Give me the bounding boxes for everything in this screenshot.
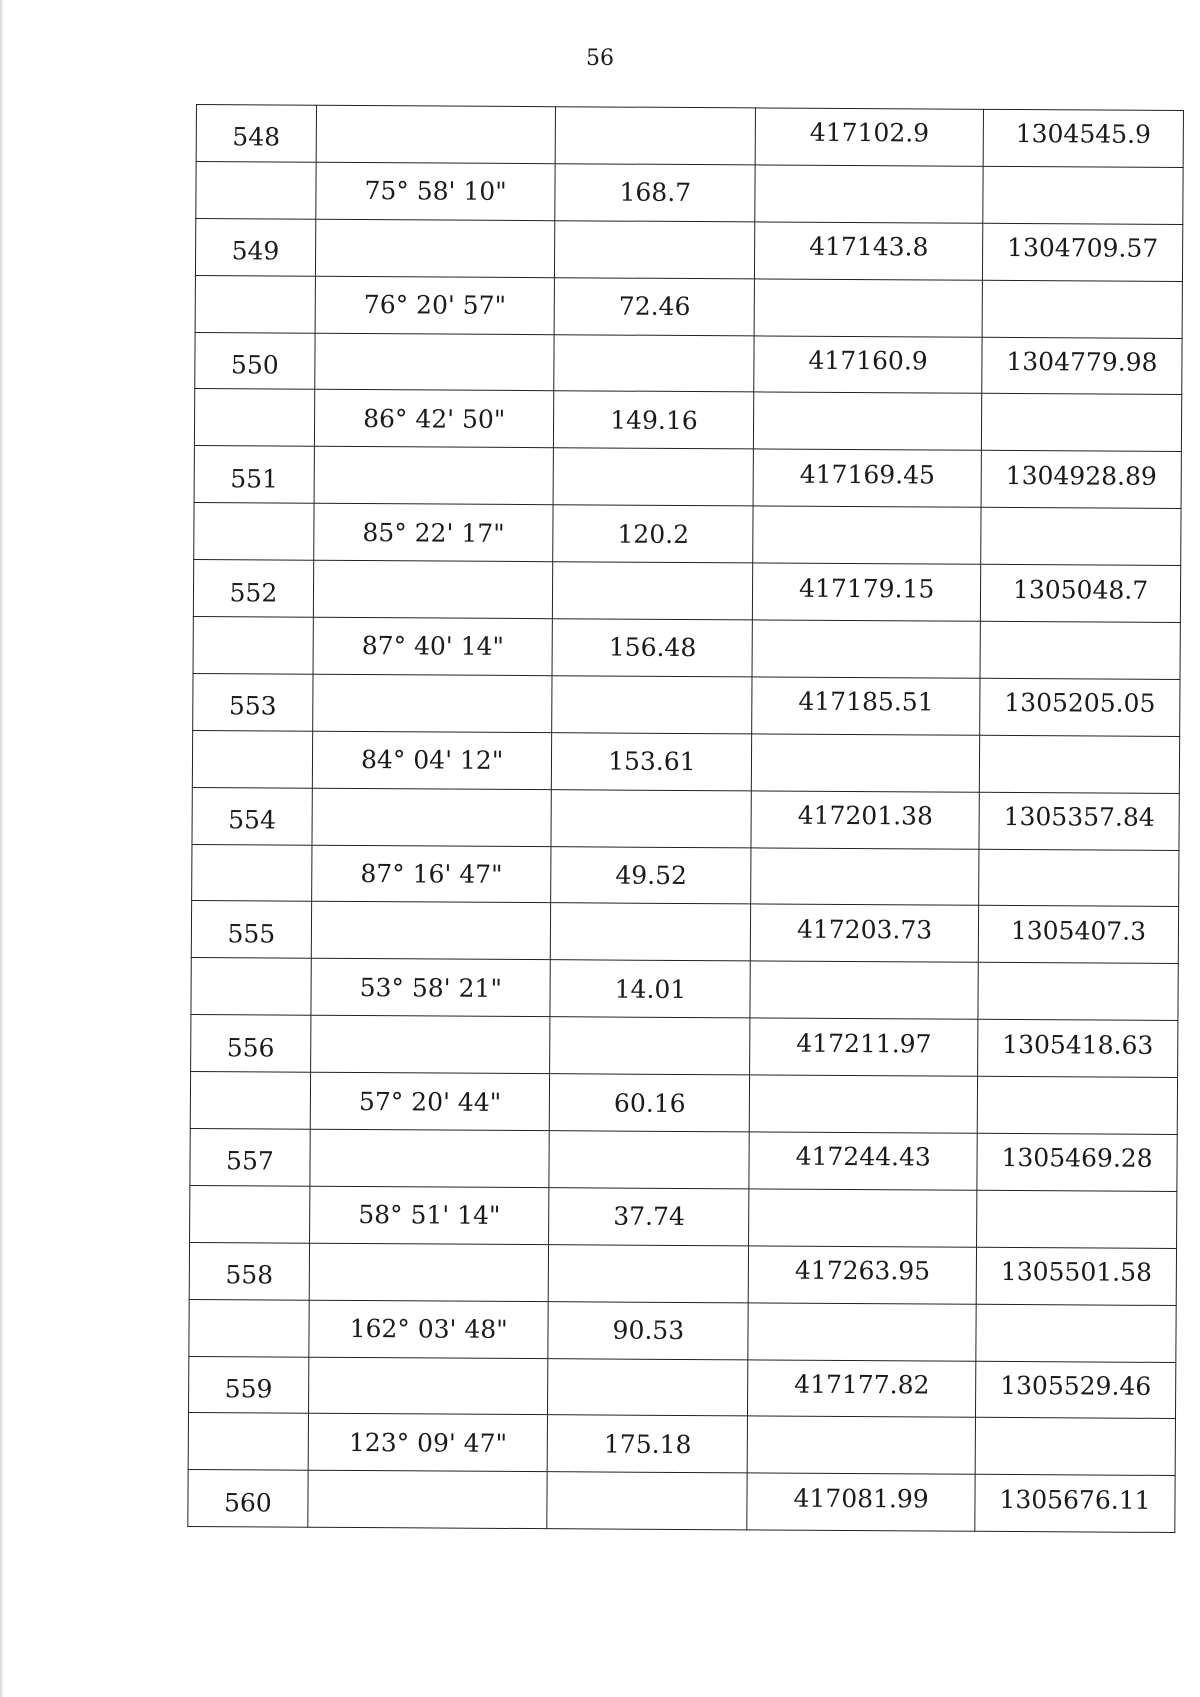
- table-row: [193, 673, 1180, 736]
- distance-cell: 120.2: [553, 505, 753, 563]
- point-number-cell: [192, 730, 312, 788]
- x-coordinate-cell: 417201.38: [751, 791, 979, 849]
- y-coordinate-cell: 1305529.46: [976, 1361, 1176, 1419]
- point-number-cell: [194, 389, 314, 447]
- distance-cell: [549, 1244, 749, 1302]
- distance-cell: 60.16: [550, 1074, 750, 1132]
- table-row: [192, 844, 1179, 907]
- y-coordinate-cell: [979, 735, 1179, 793]
- coordinates-table: [187, 104, 1184, 1533]
- bearing-cell: 57° 20' 44": [310, 1072, 550, 1130]
- x-coordinate-cell: [753, 506, 981, 564]
- x-coordinate-cell: 417203.73: [751, 904, 979, 962]
- distance-cell: [549, 1131, 749, 1189]
- y-coordinate-cell: [976, 1304, 1176, 1362]
- bearing-cell: [312, 788, 552, 846]
- x-coordinate-cell: [755, 165, 983, 223]
- coordinates-table-body: [188, 105, 1184, 1533]
- scan-edge-shadow: [0, 0, 4, 1697]
- distance-cell: 153.61: [552, 732, 752, 790]
- table-row: [189, 1299, 1176, 1362]
- bearing-cell: [310, 1015, 550, 1073]
- point-number-cell: [189, 1299, 309, 1357]
- x-coordinate-cell: [752, 620, 980, 678]
- point-number-cell: [190, 1072, 310, 1130]
- point-number-cell: [195, 275, 315, 333]
- bearing-cell: [316, 105, 556, 163]
- table-row: [194, 503, 1181, 566]
- point-number-cell: 553: [193, 673, 313, 731]
- y-coordinate-cell: [981, 508, 1181, 566]
- y-coordinate-cell: 1305418.63: [978, 1020, 1178, 1078]
- point-number-cell: [188, 1413, 308, 1471]
- bearing-cell: 87° 40' 14": [313, 617, 553, 675]
- x-coordinate-cell: 417244.43: [749, 1132, 977, 1190]
- bearing-cell: 87° 16' 47": [311, 845, 551, 903]
- bearing-cell: 58° 51' 14": [309, 1186, 549, 1244]
- x-coordinate-cell: 417160.9: [754, 335, 982, 393]
- bearing-cell: [309, 1243, 549, 1301]
- distance-cell: 37.74: [549, 1188, 749, 1246]
- y-coordinate-cell: [977, 1076, 1177, 1134]
- y-coordinate-cell: 1305205.05: [980, 678, 1180, 736]
- x-coordinate-cell: 417211.97: [750, 1018, 978, 1076]
- bearing-cell: [308, 1471, 548, 1529]
- point-number-cell: [196, 161, 316, 219]
- distance-cell: 156.48: [552, 619, 752, 677]
- bearing-cell: 84° 04' 12": [312, 731, 552, 789]
- distance-cell: [547, 1472, 747, 1530]
- point-number-cell: 549: [195, 218, 315, 276]
- x-coordinate-cell: [748, 1303, 976, 1361]
- point-number-cell: 550: [195, 332, 315, 390]
- x-coordinate-cell: 417081.99: [747, 1473, 975, 1531]
- x-coordinate-cell: [750, 961, 978, 1019]
- point-number-cell: [192, 844, 312, 902]
- distance-cell: [551, 903, 751, 961]
- point-number-cell: 558: [189, 1242, 309, 1300]
- y-coordinate-cell: [983, 166, 1183, 224]
- table-row: [195, 218, 1182, 281]
- x-coordinate-cell: [749, 1189, 977, 1247]
- bearing-cell: [315, 333, 555, 391]
- point-number-cell: [194, 503, 314, 561]
- y-coordinate-cell: 1305407.3: [978, 906, 1178, 964]
- bearing-cell: 75° 58' 10": [316, 162, 556, 220]
- point-number-cell: 555: [191, 901, 311, 959]
- table-row: [195, 275, 1182, 338]
- bearing-cell: 86° 42' 50": [314, 390, 554, 448]
- bearing-cell: 53° 58' 21": [311, 959, 551, 1017]
- distance-cell: [554, 334, 754, 392]
- page-number: 56: [586, 46, 614, 71]
- y-coordinate-cell: 1304779.98: [982, 337, 1182, 395]
- y-coordinate-cell: [981, 394, 1181, 452]
- x-coordinate-cell: [754, 279, 982, 337]
- point-number-cell: 551: [194, 446, 314, 504]
- point-number-cell: 554: [192, 787, 312, 845]
- table-row: [190, 1129, 1177, 1192]
- distance-cell: [552, 676, 752, 734]
- y-coordinate-cell: [980, 621, 1180, 679]
- table-row: [188, 1470, 1175, 1533]
- distance-cell: 49.52: [551, 846, 751, 904]
- table-row: [191, 1015, 1178, 1078]
- distance-cell: [556, 107, 756, 165]
- bearing-cell: 162° 03' 48": [309, 1300, 549, 1358]
- y-coordinate-cell: 1305048.7: [980, 564, 1180, 622]
- y-coordinate-cell: [982, 280, 1182, 338]
- y-coordinate-cell: 1304928.89: [981, 451, 1181, 509]
- point-number-cell: 557: [190, 1129, 310, 1187]
- x-coordinate-cell: 417169.45: [753, 449, 981, 507]
- y-coordinate-cell: [975, 1418, 1175, 1476]
- bearing-cell: [313, 674, 553, 732]
- table-row: [192, 730, 1179, 793]
- table-row: [191, 958, 1178, 1021]
- point-number-cell: 552: [193, 560, 313, 618]
- point-number-cell: [191, 958, 311, 1016]
- point-number-cell: 556: [191, 1015, 311, 1073]
- distance-cell: [555, 220, 755, 278]
- x-coordinate-cell: 417177.82: [748, 1359, 976, 1417]
- bearing-cell: [311, 902, 551, 960]
- table-row: [193, 617, 1180, 680]
- table-row: [190, 1185, 1177, 1248]
- table-row: [190, 1072, 1177, 1135]
- table-row: [193, 560, 1180, 623]
- y-coordinate-cell: [978, 963, 1178, 1021]
- y-coordinate-cell: 1305676.11: [975, 1475, 1175, 1533]
- table-row: [196, 105, 1183, 168]
- distance-cell: [554, 448, 754, 506]
- distance-cell: [551, 789, 751, 847]
- x-coordinate-cell: [747, 1416, 975, 1474]
- x-coordinate-cell: [752, 734, 980, 792]
- bearing-cell: [314, 447, 554, 505]
- distance-cell: [550, 1017, 750, 1075]
- y-coordinate-cell: [979, 849, 1179, 907]
- y-coordinate-cell: 1305501.58: [976, 1247, 1176, 1305]
- y-coordinate-cell: 1304709.57: [983, 223, 1183, 281]
- x-coordinate-cell: 417102.9: [755, 108, 983, 166]
- distance-cell: [553, 562, 753, 620]
- bearing-cell: [308, 1357, 548, 1415]
- distance-cell: 14.01: [550, 960, 750, 1018]
- table-row: [189, 1242, 1176, 1305]
- x-coordinate-cell: [754, 392, 982, 450]
- point-number-cell: 548: [196, 105, 316, 163]
- bearing-cell: [315, 219, 555, 277]
- point-number-cell: 559: [189, 1356, 309, 1414]
- table-row: [191, 901, 1178, 964]
- point-number-cell: [190, 1185, 310, 1243]
- y-coordinate-cell: 1304545.9: [983, 109, 1183, 167]
- point-number-cell: [193, 617, 313, 675]
- x-coordinate-cell: 417143.8: [755, 222, 983, 280]
- distance-cell: 90.53: [548, 1301, 748, 1359]
- table-row: [194, 389, 1181, 452]
- x-coordinate-cell: 417263.95: [748, 1246, 976, 1304]
- table-row: [196, 161, 1183, 224]
- x-coordinate-cell: [749, 1075, 977, 1133]
- table-row: [194, 446, 1181, 509]
- y-coordinate-cell: 1305469.28: [977, 1133, 1177, 1191]
- bearing-cell: 85° 22' 17": [314, 503, 554, 561]
- y-coordinate-cell: 1305357.84: [979, 792, 1179, 850]
- distance-cell: 72.46: [555, 277, 755, 335]
- bearing-cell: 76° 20' 57": [315, 276, 555, 334]
- y-coordinate-cell: [977, 1190, 1177, 1248]
- point-number-cell: 560: [188, 1470, 308, 1528]
- x-coordinate-cell: 417185.51: [752, 677, 980, 735]
- distance-cell: 168.7: [555, 164, 755, 222]
- table-row: [188, 1413, 1175, 1476]
- table-row: [192, 787, 1179, 850]
- bearing-cell: [310, 1129, 550, 1187]
- distance-cell: 175.18: [548, 1415, 748, 1473]
- bearing-cell: [313, 560, 553, 618]
- table-row: [195, 332, 1182, 395]
- distance-cell: 149.16: [554, 391, 754, 449]
- table-row: [189, 1356, 1176, 1419]
- x-coordinate-cell: 417179.15: [753, 563, 981, 621]
- distance-cell: [548, 1358, 748, 1416]
- x-coordinate-cell: [751, 847, 979, 905]
- bearing-cell: 123° 09' 47": [308, 1414, 548, 1472]
